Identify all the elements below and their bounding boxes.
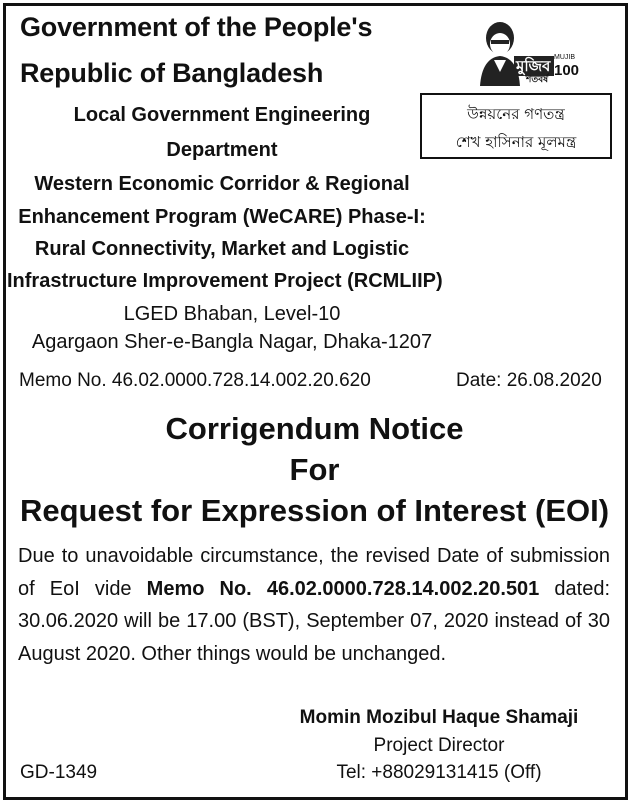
program-line-2: Enhancement Program (WeCARE) Phase-I: — [18, 206, 426, 228]
gov-title-line1: Government of the People's — [20, 12, 373, 42]
dept-line-1: Local Government Engineering — [73, 104, 371, 126]
slogan-line1: উন্নয়নের গণতন্ত্র — [467, 105, 565, 123]
body-text-part1: Due to unavoidable circumstance, the revised Date of submission of EoI vide — [18, 545, 610, 600]
logo-text-shatabarsho: শতবর্ষ — [526, 75, 549, 85]
logo-text-mujib: মুজিব — [516, 57, 551, 75]
body-memo-reference: Memo No. 46.02.0000.728.14.002.20.501 — [146, 577, 540, 600]
signatory-telephone: Tel: +88029131415 (Off) — [336, 762, 542, 783]
program-line-1: Western Economic Corridor & Regional — [34, 173, 410, 195]
body-text-part2: dated: 30.06.2020 will be 17.00 (BST), September 07, 2020 instead of 30 August 2020. Other things would be unchanged. — [18, 577, 611, 665]
notice-title: Corrigendum Notice — [165, 411, 464, 446]
signatory-designation: Project Director — [373, 735, 505, 756]
notice-subject: Request for Expression of Interest (EOI) — [19, 493, 610, 528]
slogan-box — [420, 93, 612, 159]
gov-title-line2: Republic of Bangladesh — [20, 58, 324, 88]
address-line-1: LGED Bhaban, Level-10 — [123, 303, 341, 325]
project-line-2: Infrastructure Improvement Project (RCMLIIP) — [7, 270, 443, 292]
notice-title-for: For — [289, 452, 340, 487]
signatory-name: Momin Mozibul Haque Shamaji — [299, 707, 579, 728]
logo-text-100: 100 — [554, 62, 580, 79]
memo-number: Memo No. 46.02.0000.728.14.002.20.620 — [19, 370, 371, 391]
dept-line-2: Department — [166, 139, 278, 161]
logo-text-tag: MUJIB — [554, 54, 575, 61]
mujib-100-logo — [470, 16, 578, 86]
gd-code: GD-1349 — [20, 762, 98, 783]
memo-date: Date: 26.08.2020 — [456, 370, 602, 391]
address-line-2: Agargaon Sher-e-Bangla Nagar, Dhaka-1207 — [31, 331, 433, 353]
project-line-1: Rural Connectivity, Market and Logistic — [34, 238, 410, 260]
notice-body — [18, 540, 610, 670]
slogan-line2: শেখ হাসিনার মূলমন্ত্র — [455, 133, 577, 151]
